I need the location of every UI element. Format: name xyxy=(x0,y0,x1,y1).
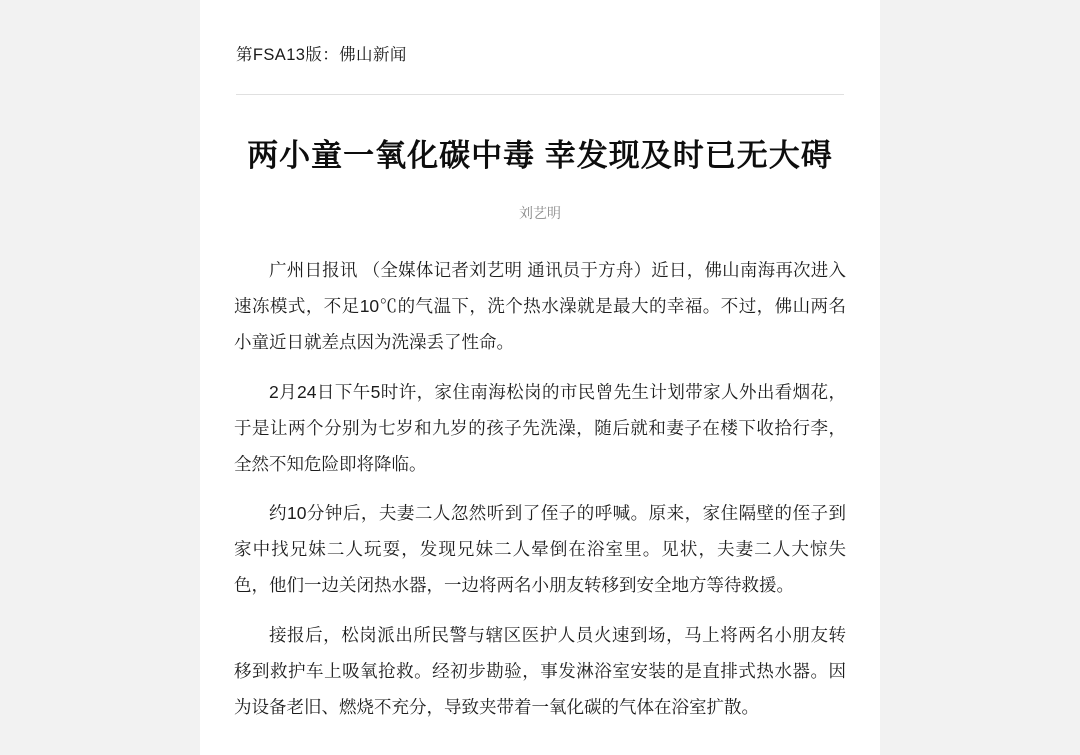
edition-label: 第FSA13版：佛山新闻 xyxy=(236,46,407,64)
article-paragraph: 接报后，松岗派出所民警与辖区医护人员火速到场，马上将两名小朋友转移到救护车上吸氧抢救。经初步勘验，事发淋浴室安装的是直排式热水器。因为设备老旧、燃烧不充分，导致夹带着一氧化碳的气体在浴室扩散。 xyxy=(234,625,846,717)
article-paragraph: 广州日报讯 （全媒体记者刘艺明 通讯员于方舟）近日，佛山南海再次进入速冻模式，不足10℃的气温下，洗个热水澡就是最大的幸福。不过，佛山两名小童近日就差点因为洗澡丢了性命。 xyxy=(234,260,846,352)
byline-author: 刘艺明 xyxy=(519,205,561,222)
article-paragraph: 约10分钟后，夫妻二人忽然听到了侄子的呼喊。原来，家住隔壁的侄子到家中找兄妹二人玩耍，发现兄妹二人晕倒在浴室里。见状，夫妻二人大惊失色，他们一边关闭热水器，一边将两名小朋友转移到安全地方等待救援。 xyxy=(234,503,846,596)
page-title: 两小童一氧化碳中毒 幸发现及时已无大碍 xyxy=(247,138,833,174)
article-sheet xyxy=(200,0,880,755)
article-body xyxy=(234,253,846,726)
header-divider xyxy=(236,94,844,95)
article-paragraph: 2月24日下午5时许，家住南海松岗的市民曾先生计划带家人外出看烟花，于是让两个分别为七岁和九岁的孩子先洗澡，随后就和妻子在楼下收拾行李，全然不知危险即将降临。 xyxy=(234,381,846,474)
